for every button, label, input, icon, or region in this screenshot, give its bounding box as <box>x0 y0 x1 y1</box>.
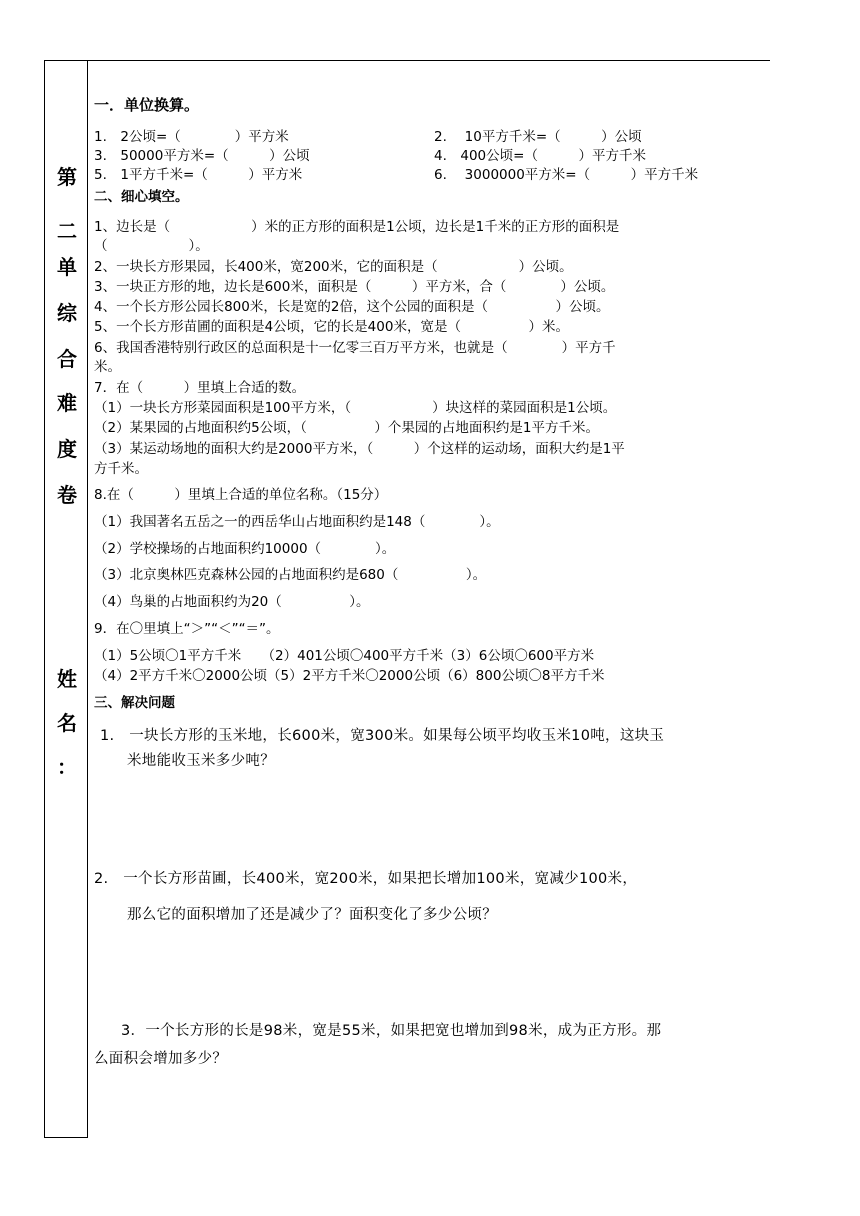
fill-blank-line: （ ）。 <box>94 238 209 254</box>
fill-blank-line: （2）学校操场的占地面积约10000（ ）。 <box>94 541 396 557</box>
section3-heading: 三、解决问题 <box>94 695 175 711</box>
conversion-item: 2. 10平方千米=（ ）公顷 <box>434 129 642 145</box>
side-title-char: 单 <box>57 255 77 279</box>
fill-blank-line: 9．在〇里填上“＞”“＜”“＝”。 <box>94 621 280 637</box>
fill-blank-line: （4）鸟巢的占地面积约为20（ ）。 <box>94 594 370 610</box>
compare-line: （1）5公顷〇1平方千米 （2）401公顷〇400平方千米（3）6公顷〇600平方米 <box>94 648 595 664</box>
problem-text: 1. 一块长方形的玉米地，长600米，宽300米。如果每公顷平均收玉米10吨，这块玉 <box>100 728 665 744</box>
problem-text: 那么它的面积增加了还是减少了？面积变化了多少公顷？ <box>127 907 497 923</box>
side-title-char: 综 <box>57 301 77 325</box>
fill-blank-line: 米。 <box>94 359 121 375</box>
problem-text: 3．一个长方形的长是98米，宽是55米，如果把宽也增加到98米，成为正方形。那 <box>121 1023 662 1039</box>
problem-text: 么面积会增加多少？ <box>94 1051 228 1067</box>
side-label-box <box>44 60 88 1138</box>
side-title-char: 第 <box>57 165 77 189</box>
fill-blank-line: （3）某运动场地的面积大约是2000平方米，（ ）个这样的运动场，面积大约是1平 <box>94 441 625 457</box>
problem-text: 米地能收玉米多少吨？ <box>127 753 275 769</box>
side-title-char: 度 <box>57 437 77 461</box>
fill-blank-line: （1）我国著名五岳之一的西岳华山占地面积约是148（ ）。 <box>94 514 500 530</box>
fill-blank-line: 5、一个长方形苗圃的面积是4公顷，它的长是400米，宽是（ ）米。 <box>94 319 569 335</box>
side-name-char: 姓 <box>57 667 77 691</box>
fill-blank-line: 6、我国香港特别行政区的总面积是十一亿零三百万平方米，也就是（ ）平方千 <box>94 340 616 356</box>
fill-blank-line: 1、边长是（ ）米的正方形的面积是1公顷，边长是1千米的正方形的面积是 <box>94 219 620 235</box>
side-name-char: ： <box>57 755 77 779</box>
conversion-item: 3. 50000平方米=（ ）公顷 <box>94 148 310 164</box>
conversion-item: 4. 400公顷=（ ）平方千米 <box>434 148 646 164</box>
conversion-item: 1. 2公顷=（ ）平方米 <box>94 129 289 145</box>
fill-blank-line: 7．在（ ）里填上合适的数。 <box>94 380 306 396</box>
fill-blank-line: 4、一个长方形公园长800米，长是宽的2倍，这个公园的面积是（ ）公顷。 <box>94 299 610 315</box>
section2-heading: 二、细心填空。 <box>94 189 189 205</box>
side-title-char: 二 <box>57 219 77 243</box>
side-title-char: 难 <box>57 391 77 415</box>
fill-blank-line: （1）一块长方形菜园面积是100平方米，（ ）块这样的菜园面积是1公顷。 <box>94 400 617 416</box>
fill-blank-line: 3、一块正方形的地，边长是600米，面积是（ ）平方米，合（ ）公顷。 <box>94 279 615 295</box>
section1-heading: 一．单位换算。 <box>94 96 200 114</box>
conversion-item: 6. 3000000平方米=（ ）平方千米 <box>434 167 699 183</box>
fill-blank-line: 方千米。 <box>94 461 148 477</box>
side-name-char: 名 <box>57 711 77 735</box>
side-title-char: 合 <box>57 347 77 371</box>
fill-blank-line: 2、一块长方形果园，长400米，宽200米，它的面积是（ ）公顷。 <box>94 259 573 275</box>
conversion-item: 5. 1平方千米=（ ）平方米 <box>94 167 303 183</box>
problem-text: 2. 一个长方形苗圃，长400米，宽200米，如果把长增加100米，宽减少100米， <box>94 871 638 887</box>
fill-blank-line: （3）北京奥林匹克森林公园的占地面积约是680（ ）。 <box>94 567 487 583</box>
fill-blank-line: （2）某果园的占地面积约5公顷，（ ）个果园的占地面积约是1平方千米。 <box>94 420 600 436</box>
fill-blank-line: 8.在（ ）里填上合适的单位名称。（15分） <box>94 487 388 503</box>
compare-line: （4）2平方千米〇2000公顷（5）2平方千米〇2000公顷（6）800公顷〇8平方千米 <box>94 668 605 684</box>
side-title-char: 卷 <box>57 483 77 507</box>
